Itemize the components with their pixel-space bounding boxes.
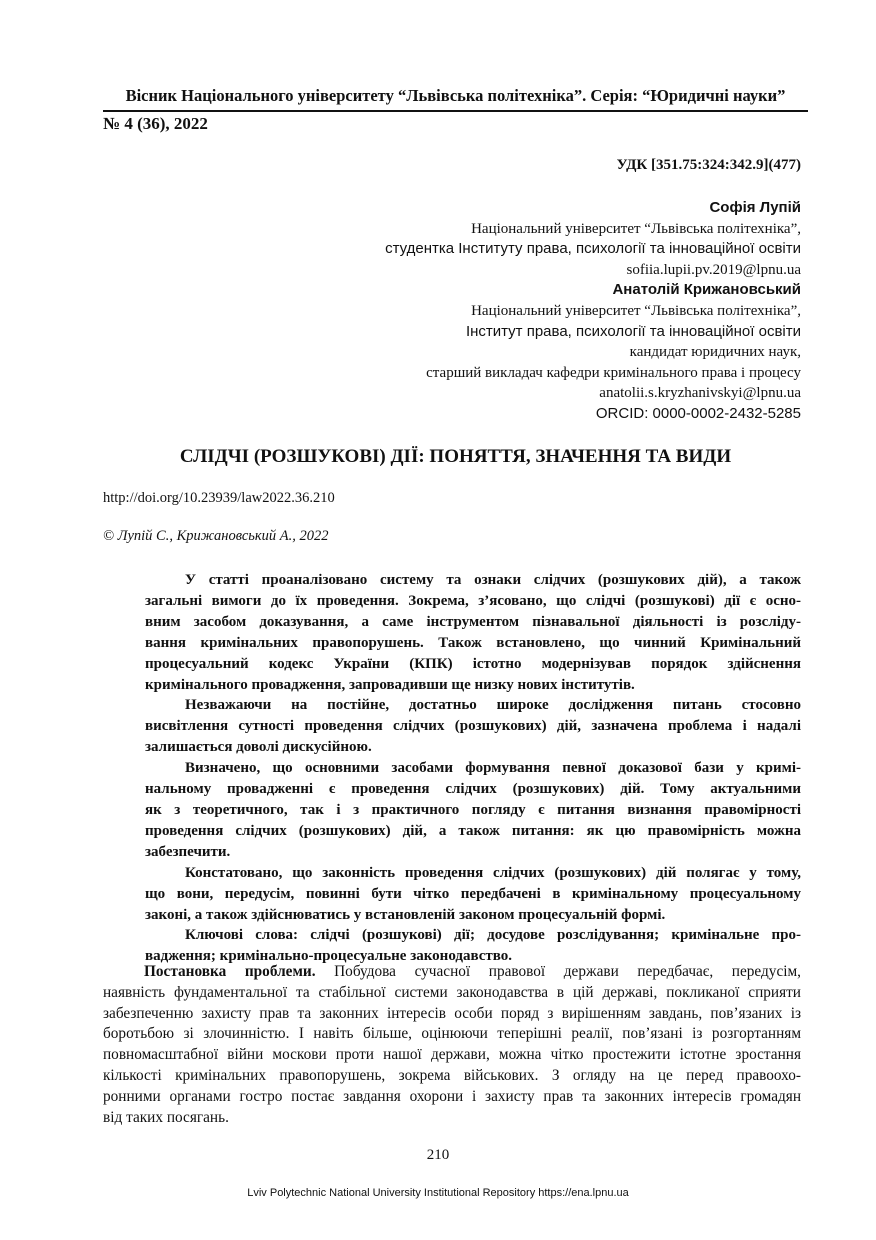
abstract-line: кримінального провадження, запровадивши ще низку нових інститутів. — [145, 676, 635, 693]
abstract-line: що вони, передусім, повинні бути чітко передбачені в кримінальному процесуальному — [145, 885, 801, 902]
abstract-line: процесуальний кодекс України (КПК) істотно модернізував порядок здійснення — [145, 655, 801, 672]
body-line: ронними органами гостро постає завдання охорони і захисту прав та законних інтересів громадян — [103, 1087, 801, 1105]
body-line: боротьбою зі злочинністю. І навіть більше, оцінюючи теперішні реалії, пов’язані із розгортанням — [103, 1025, 801, 1043]
body-text: Побудова сучасної правової держави передбачає, передусім, — [315, 963, 801, 980]
body-line: від таких посягань. — [103, 1108, 229, 1126]
issue-number: № 4 (36), 2022 — [103, 114, 208, 133]
author-block — [385, 198, 801, 425]
abstract-line: загальні вимоги до їх проведення. Зокрема, з’ясовано, що слідчі (розшукові) дії є осно- — [145, 592, 801, 609]
author-orcid[interactable]: ORCID: 0000-0002-2432-5285 — [595, 404, 801, 422]
abstract-line: Визначено, що основними засобами формування певної доказової бази у кримі- — [185, 760, 801, 777]
body-line: кількості кримінальних правопорушень, зокрема військових. З огляду на це перед правоохо- — [103, 1066, 801, 1084]
abstract-line: Незважаючи на постійне, достатньо широке дослідження питань стосовно — [185, 697, 801, 714]
abstract-line: законі, а також здійснюватись у встановленій законом процесуальній формі. — [145, 906, 666, 923]
author-email[interactable]: sofiia.lupii.pv.2019@lpnu.ua — [626, 261, 801, 278]
author-affiliation: Національний університет “Львівська політехніка”, — [471, 220, 801, 237]
abstract-line: вадження; кримінально-процесуальне законодавство. — [145, 948, 513, 965]
copyright: © Лупій С., Крижановський А., 2022 — [103, 528, 329, 544]
author-email[interactable]: anatolii.s.kryzhanivskyi@lpnu.ua — [599, 385, 801, 402]
author-position: старший викладач кафедри кримінального права і процесу — [426, 364, 801, 381]
author-affiliation: студентка Інституту права, психології та інноваційної освіти — [385, 240, 801, 258]
body-line: забезпеченню захисту прав та законних інтересів особи поряд з вирішенням завдань, пов’язаних із — [103, 1004, 801, 1022]
author-name: Анатолій Крижановський — [612, 281, 801, 299]
abstract-line: вним засобом доказування, а саме інструментом пізнавальної діяльності із розсліду- — [145, 613, 801, 630]
author-degree: кандидат юридичних наук, — [629, 344, 801, 361]
abstract-line: залишається доволі дискусійною. — [145, 739, 372, 756]
abstract-line: як з теоретичного, так і з практичного погляду є питання визнання правомірності — [145, 801, 801, 818]
repository-footer: Lviv Polytechnic National University Institutional Repository https://ena.lpnu.ua — [247, 1187, 629, 1199]
author-affiliation: Інститут права, психології та інноваційної освіти — [465, 322, 801, 340]
author-affiliation: Національний університет “Львівська політехніка”, — [471, 302, 801, 319]
udk-code: УДК [351.75:324:342.9](477) — [616, 157, 801, 173]
body-line — [103, 962, 801, 983]
abstract-line: Констатовано, що законність проведення слідчих (розшукових) дій полягає у тому, — [185, 864, 801, 881]
section-heading: Постановка проблеми. — [144, 963, 316, 980]
body-line: наявність фундаментальної та стабільної системи законодавства в цій державі, покликаної сприяти — [103, 983, 801, 1001]
abstract-line: вання кримінальних правопорушень. Також встановлено, що чинний Кримінальний — [145, 634, 801, 651]
abstract-line: У статті проаналізовано систему та ознаки слідчих (розшукових дій), а також — [185, 572, 801, 588]
abstract-line: висвітлення сутності проведення слідчих (розшукових) дій, зазначена проблема і надалі — [145, 718, 801, 735]
body-line: повномасштабної війни москови проти нашої держави, можна чітко простежити істотне зростання — [103, 1046, 801, 1064]
journal-title: Вісник Національного університету “Львівська політехніка”. Серія: “Юридичні науки” — [125, 86, 786, 105]
abstract-line: проведення слідчих (розшукових) дій, а також питання: як цю правомірність можна — [145, 822, 801, 839]
page-number: 210 — [426, 1147, 450, 1163]
abstract-line: Ключові слова: слідчі (розшукові) дії; досудове розслідування; кримінальне про- — [185, 927, 801, 944]
header-divider — [103, 110, 808, 112]
doi-link[interactable]: http://doi.org/10.23939/law2022.36.210 — [103, 490, 335, 506]
abstract — [145, 570, 801, 967]
author-name: Софія Лупій — [709, 199, 801, 216]
body-paragraph — [103, 962, 801, 1128]
article-title: СЛІДЧІ (РОЗШУКОВІ) ДІЇ: ПОНЯТТЯ, ЗНАЧЕННЯ ТА ВИДИ — [179, 446, 732, 467]
abstract-line: забезпечити. — [145, 843, 231, 860]
abstract-line: нальному провадженні є проведення слідчих (розшукових) дій. Тому актуальними — [145, 781, 801, 798]
